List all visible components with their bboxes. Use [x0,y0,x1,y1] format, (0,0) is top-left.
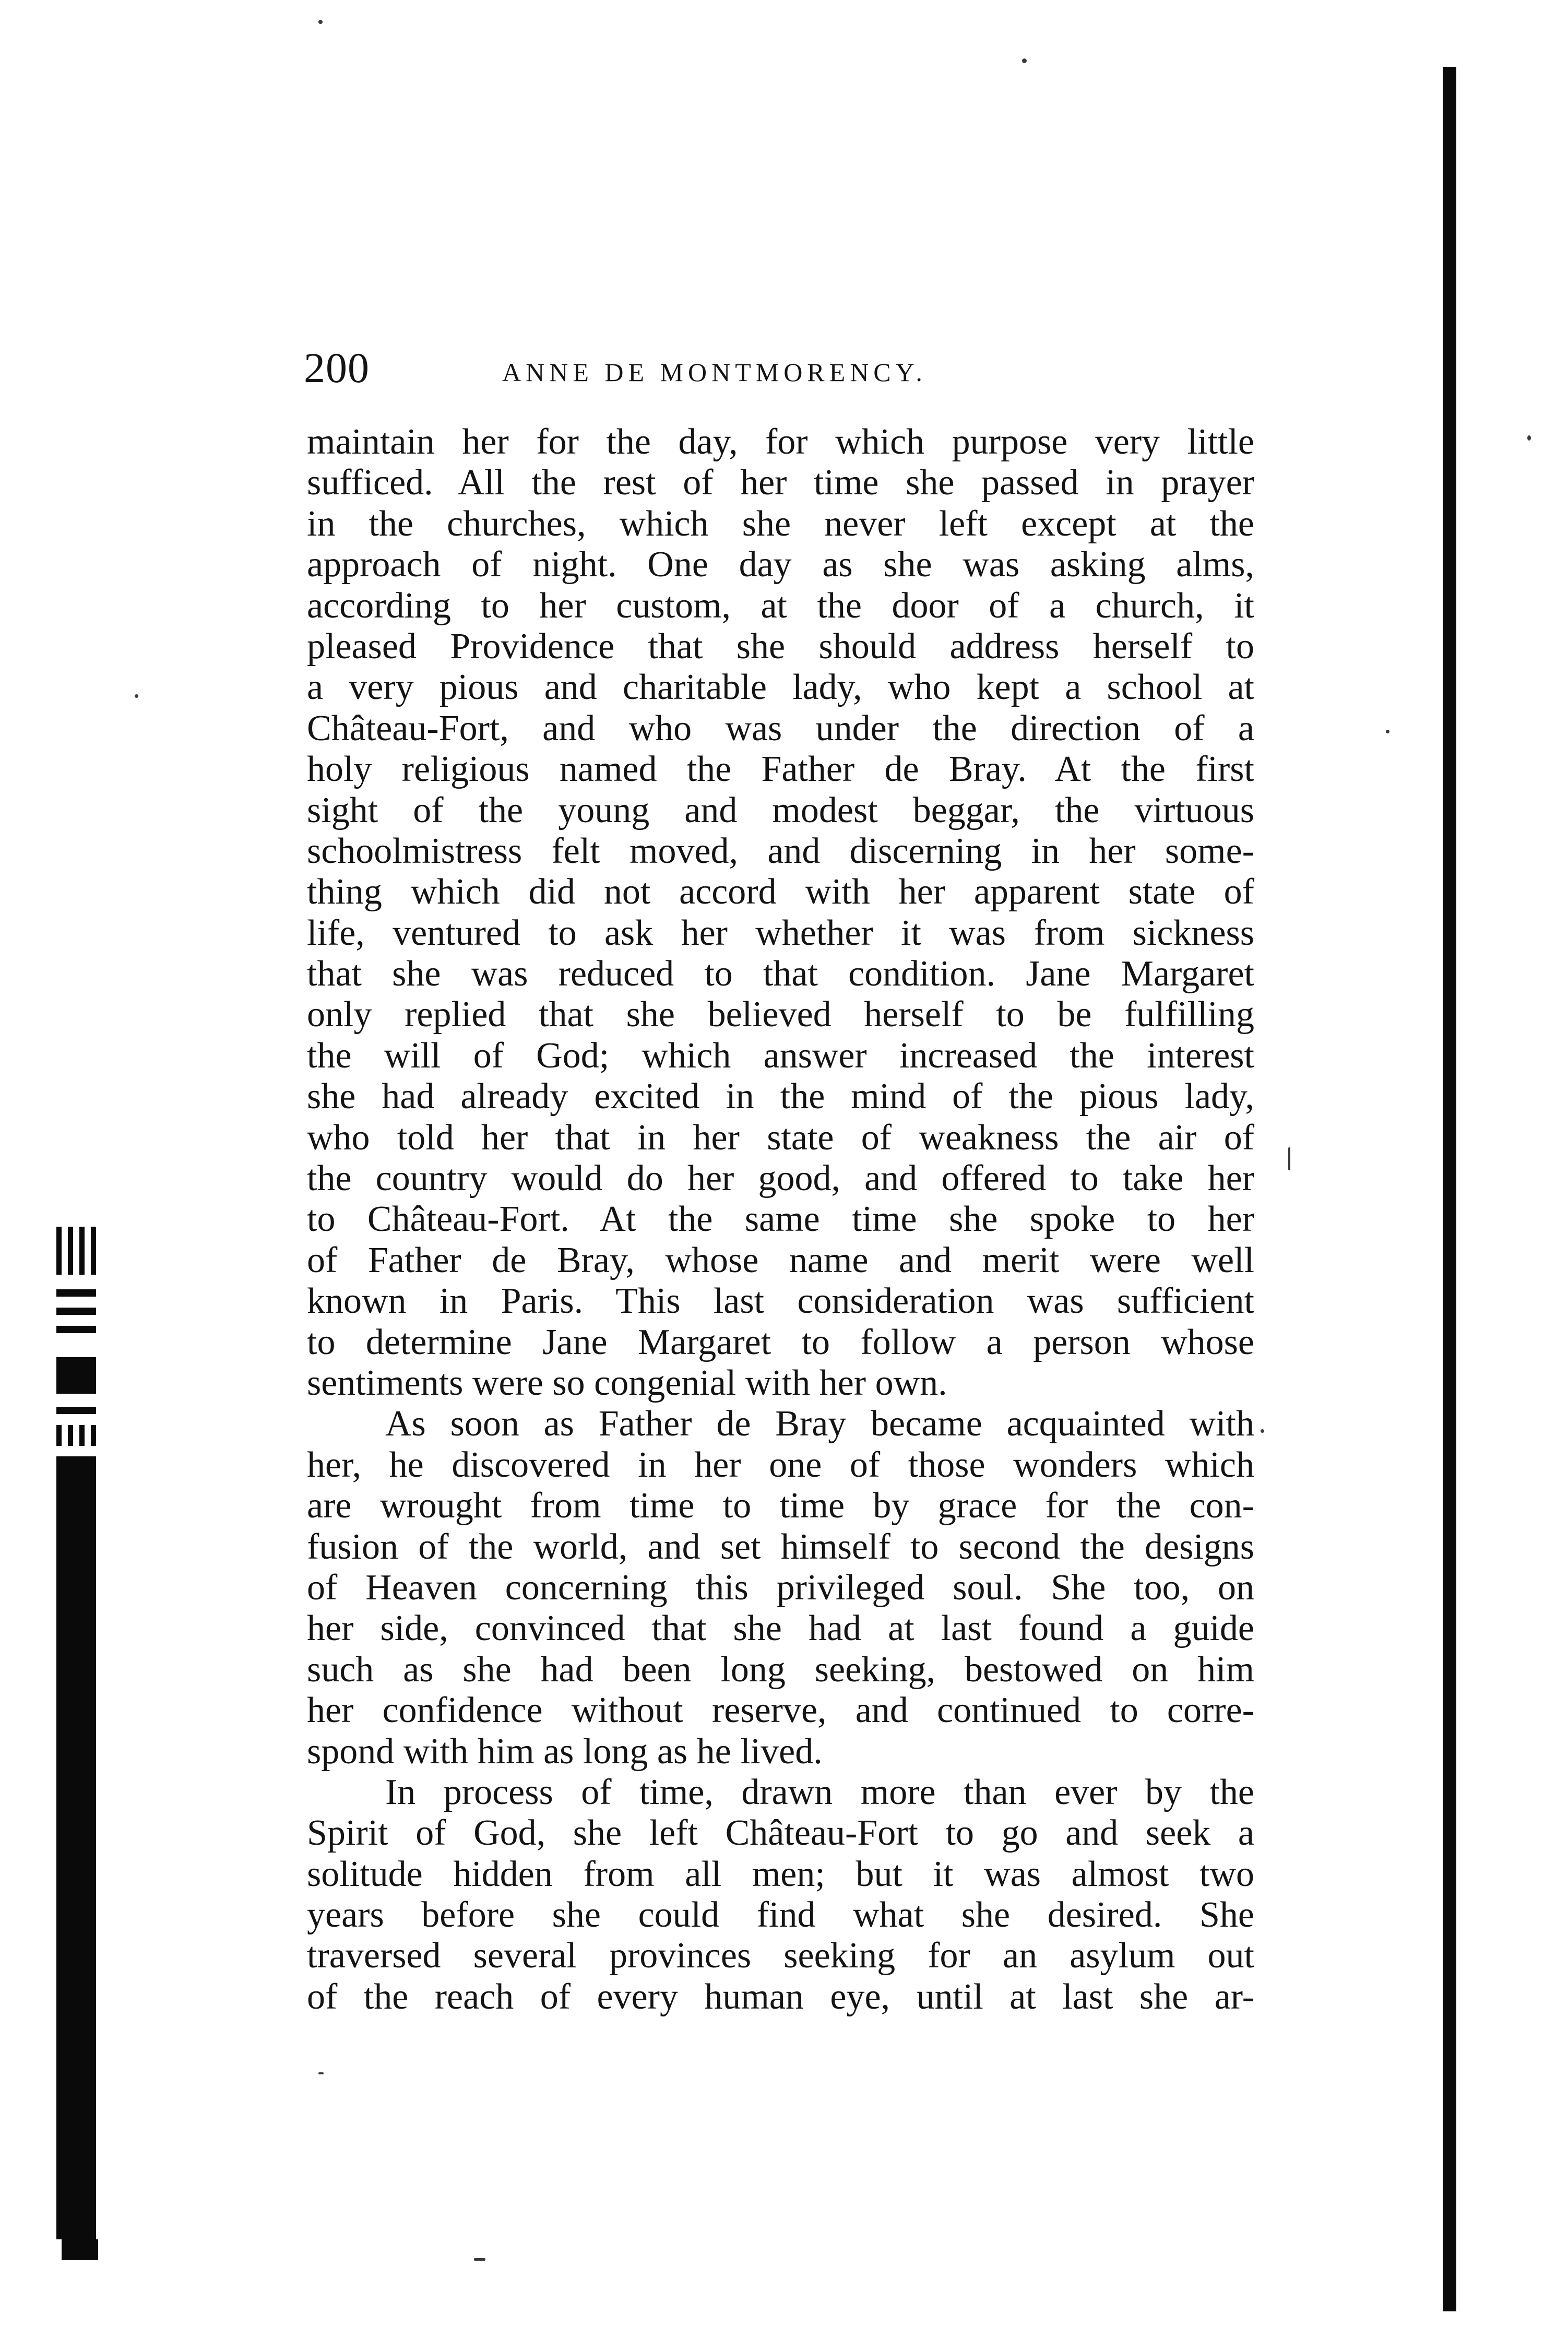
text-line: her confidence without reserve, and continued to corre- [307,1690,1254,1731]
text-line: a very pious and charitable lady, who kept a school at [307,667,1254,708]
text-line: of Father de Bray, whose name and merit were well [307,1240,1254,1280]
scan-speck [1288,1147,1290,1170]
scan-binding-edge [1443,67,1456,2311]
scan-speck [1386,730,1389,733]
text-line: schoolmistress felt moved, and discerning in her some- [307,830,1254,871]
text-line: life, ventured to ask her whether it was from sickness [307,912,1254,953]
text-line: known in Paris. This last consideration was sufficient [307,1281,1254,1322]
text-line: are wrought from time to time by grace for the con- [307,1486,1254,1526]
page-number: 200 [304,344,370,391]
scan-speck [318,2072,324,2074]
paragraph-first-line: As soon as Father de Bray became acquainted with [385,1404,1254,1444]
text-line: holy religious named the Father de Bray. At the first [307,749,1254,790]
text-line: to determine Jane Margaret to follow a person whose [307,1322,1254,1362]
scan-speck [135,694,138,698]
text-line: of Heaven concerning this privileged soul. She too, on [307,1567,1254,1608]
text-line: thing which did not accord with her apparent state of [307,872,1254,912]
paragraph-end-line: sentiments were so congenial with her own. [307,1362,947,1403]
text-line: the will of God; which answer increased the interest [307,1035,1254,1076]
running-head [304,339,1254,397]
text-line: of the reach of every human eye, until at last she ar- [307,1976,1254,2017]
text-line: according to her custom, at the door of a church, it [307,585,1254,626]
text-line: Spirit of God, she left Château-Fort to go and seek a [307,1813,1254,1854]
text-line: to Château-Fort. At the same time she spoke to her [307,1199,1254,1240]
text-line: her side, convinced that she had at last found a guide [307,1608,1254,1649]
text-line: the country would do her good, and offered to take her [307,1158,1254,1199]
text-line: sufficed. All the rest of her time she passed in prayer [307,462,1254,503]
scan-speck [318,20,323,24]
text-line: fusion of the world, and set himself to second the designs [307,1526,1254,1567]
running-title: ANNE DE MONTMORENCY. [502,358,927,387]
text-line: approach of night. One day as she was asking alms, [307,544,1254,585]
text-line: sight of the young and modest beggar, the virtuous [307,790,1254,830]
scan-speck [1527,435,1531,441]
text-line: that she was reduced to that condition. Jane Margaret [307,954,1254,994]
text-line: pleased Providence that she should address herself to [307,626,1254,667]
text-line: who told her that in her state of weakness the air of [307,1117,1254,1158]
text-line: only replied that she believed herself to be fulfilling [307,994,1254,1035]
text-line: Château-Fort, and who was under the direction of a [307,708,1254,749]
text-line: years before she could find what she desired. She [307,1895,1254,1936]
scan-speck [1261,1429,1264,1433]
scan-speck [1022,58,1027,63]
paragraph-end-line: spond with him as long as he lived. [307,1731,823,1772]
paragraph-first-line: In process of time, drawn more than ever by the [385,1772,1254,1812]
scan-speck [474,2258,485,2261]
text-line: traversed several provinces seeking for an asylum out [307,1936,1254,1976]
text-line: solitude hidden from all men; but it was almost two [307,1854,1254,1894]
text-line: in the churches, which she never left except at the [307,503,1254,544]
text-line: her, he discovered in her one of those wonders which [307,1444,1254,1485]
body-text [307,422,1254,2017]
text-line: such as she had been long seeking, bestowed on him [307,1649,1254,1690]
scan-gutter-marks [56,1227,98,2271]
text-line: maintain her for the day, for which purpose very little [307,422,1254,462]
text-line: she had already excited in the mind of the pious lady, [307,1076,1254,1117]
